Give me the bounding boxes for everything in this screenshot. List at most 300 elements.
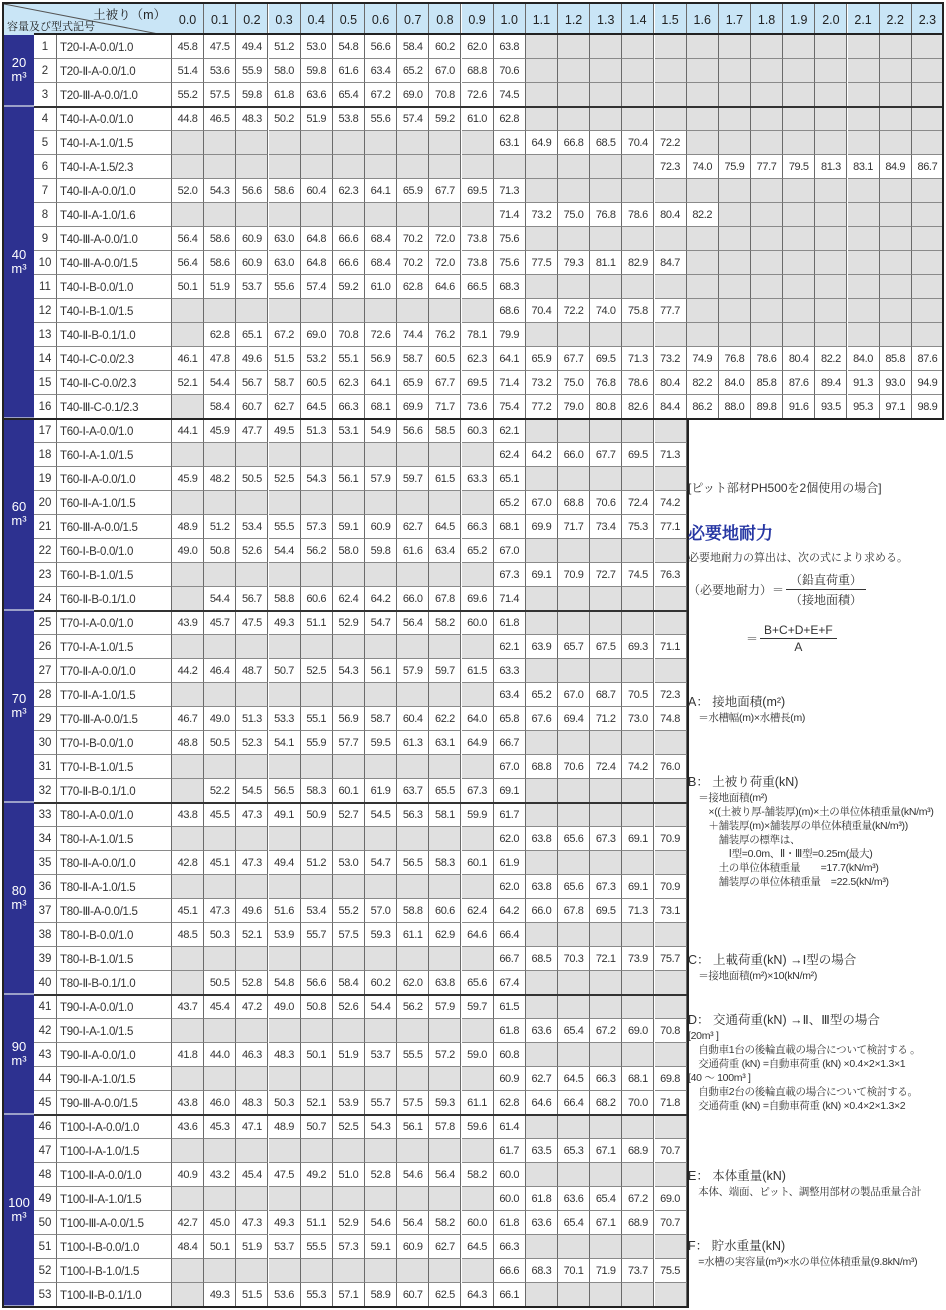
depth-header-cell: 1.7 (719, 2, 751, 35)
empty-cell (333, 635, 365, 659)
empty-cell (655, 587, 687, 611)
value-cell: 68.7 (590, 683, 622, 707)
value-cell: 87.6 (783, 371, 815, 395)
value-cell: 67.4 (494, 971, 526, 995)
empty-cell (333, 947, 365, 971)
empty-cell (429, 155, 461, 179)
value-cell: 75.0 (558, 371, 590, 395)
empty-cell (719, 227, 751, 251)
value-cell: 67.7 (590, 443, 622, 467)
value-cell: 44.0 (204, 1043, 236, 1067)
value-cell: 70.4 (622, 131, 654, 155)
empty-cell (301, 635, 333, 659)
value-cell: 56.3 (397, 803, 429, 827)
value-cell: 52.0 (172, 179, 204, 203)
value-cell: 65.9 (397, 371, 429, 395)
model-code-cell: T100-Ⅰ-A-0.0/1.0 (57, 1115, 172, 1139)
value-cell: 51.6 (269, 899, 301, 923)
value-cell: 70.8 (655, 1019, 687, 1043)
model-code-cell: T20-Ⅰ-A-0.0/1.0 (57, 35, 172, 59)
empty-cell (397, 875, 429, 899)
empty-cell (429, 1067, 461, 1091)
value-cell: 60.0 (462, 1211, 494, 1235)
empty-cell (912, 59, 944, 83)
value-cell: 70.6 (558, 755, 590, 779)
row-number-cell: 5 (34, 131, 57, 155)
empty-cell (558, 1043, 590, 1067)
value-cell: 52.9 (333, 1211, 365, 1235)
empty-cell (365, 1259, 397, 1283)
value-cell: 67.5 (590, 635, 622, 659)
empty-cell (172, 491, 204, 515)
model-code-cell: T80-Ⅰ-B-0.0/1.0 (57, 923, 172, 947)
capacity-unit: m³ (11, 513, 27, 528)
value-cell: 58.4 (204, 395, 236, 419)
empty-cell (365, 755, 397, 779)
model-code-cell: T100-Ⅲ-A-0.0/1.5 (57, 1211, 172, 1235)
empty-cell (783, 83, 815, 107)
empty-cell (365, 155, 397, 179)
empty-cell (172, 1019, 204, 1043)
value-cell: 46.1 (172, 347, 204, 371)
value-cell: 75.7 (655, 947, 687, 971)
value-cell: 66.4 (558, 1091, 590, 1115)
empty-cell (236, 947, 268, 971)
table-row (34, 59, 944, 83)
value-cell: 49.0 (204, 707, 236, 731)
value-cell: 57.5 (397, 1091, 429, 1115)
value-cell: 60.9 (236, 227, 268, 251)
empty-cell (848, 203, 880, 227)
value-cell: 65.4 (590, 1187, 622, 1211)
empty-cell (590, 419, 622, 443)
row-number-cell: 28 (34, 683, 57, 707)
value-cell: 50.5 (204, 971, 236, 995)
row-number-cell: 41 (34, 995, 57, 1019)
value-cell: 53.0 (333, 851, 365, 875)
model-code-cell: T60-Ⅱ-B-0.1/1.0 (57, 587, 172, 611)
value-cell: 55.9 (301, 731, 333, 755)
empty-cell (526, 1115, 558, 1139)
empty-cell (172, 1259, 204, 1283)
value-cell: 59.0 (462, 1043, 494, 1067)
value-cell: 58.3 (429, 851, 461, 875)
empty-cell (590, 851, 622, 875)
value-cell: 76.8 (719, 347, 751, 371)
empty-cell (236, 635, 268, 659)
empty-cell (172, 395, 204, 419)
empty-cell (655, 995, 687, 1019)
value-cell: 94.9 (912, 371, 944, 395)
value-cell: 63.6 (301, 83, 333, 107)
empty-cell (590, 179, 622, 203)
empty-cell (462, 131, 494, 155)
value-cell: 56.9 (333, 707, 365, 731)
value-cell: 54.5 (236, 779, 268, 803)
value-cell: 46.5 (204, 107, 236, 131)
value-cell: 64.1 (365, 179, 397, 203)
value-cell: 59.1 (365, 1235, 397, 1259)
empty-cell (880, 107, 912, 131)
capacity-group-label (2, 1115, 34, 1307)
empty-cell (526, 731, 558, 755)
empty-cell (269, 947, 301, 971)
empty-cell (558, 1235, 590, 1259)
empty-cell (269, 1187, 301, 1211)
value-cell: 72.1 (590, 947, 622, 971)
value-cell: 66.3 (494, 1235, 526, 1259)
value-cell: 72.6 (462, 83, 494, 107)
value-cell: 53.9 (333, 1091, 365, 1115)
empty-cell (880, 275, 912, 299)
empty-cell (462, 875, 494, 899)
row-number-cell: 32 (34, 779, 57, 803)
value-cell: 62.0 (494, 875, 526, 899)
value-cell: 67.2 (622, 1187, 654, 1211)
empty-cell (269, 875, 301, 899)
row-number-cell: 39 (34, 947, 57, 971)
value-cell: 64.2 (526, 443, 558, 467)
capacity-value: 40 (11, 247, 27, 262)
value-cell: 58.6 (204, 227, 236, 251)
row-number-cell: 37 (34, 899, 57, 923)
value-cell: 59.9 (462, 803, 494, 827)
empty-cell (526, 155, 558, 179)
value-cell: 95.3 (848, 395, 880, 419)
table-row (34, 83, 944, 107)
definition-item-line: 自動車1台の後輪直載の場合について検討する 。 (688, 1044, 921, 1056)
depth-header-cell: 1.2 (558, 2, 590, 35)
empty-cell (301, 443, 333, 467)
empty-cell (429, 683, 461, 707)
value-cell: 51.2 (204, 515, 236, 539)
row-number-cell: 45 (34, 1091, 57, 1115)
value-cell: 68.4 (365, 227, 397, 251)
value-cell: 53.9 (269, 923, 301, 947)
row-number-cell: 11 (34, 275, 57, 299)
value-cell: 60.1 (462, 851, 494, 875)
value-cell: 42.7 (172, 1211, 204, 1235)
value-cell: 61.6 (397, 539, 429, 563)
value-cell: 63.6 (526, 1211, 558, 1235)
value-cell: 63.3 (462, 467, 494, 491)
value-cell: 70.0 (622, 1091, 654, 1115)
definition-item-line: 交通荷重 (kN) =自動車荷重 (kN) ×0.4×2×1.3×2 (688, 1100, 906, 1112)
empty-cell (429, 299, 461, 323)
value-cell: 45.5 (204, 803, 236, 827)
value-cell: 58.8 (269, 587, 301, 611)
row-number-cell: 52 (34, 1259, 57, 1283)
value-cell: 60.5 (301, 371, 333, 395)
value-cell: 60.0 (494, 1163, 526, 1187)
empty-cell (462, 203, 494, 227)
empty-cell (526, 659, 558, 683)
row-number-cell: 13 (34, 323, 57, 347)
empty-cell (172, 155, 204, 179)
value-cell: 78.6 (622, 371, 654, 395)
value-cell: 72.3 (655, 683, 687, 707)
value-cell: 72.6 (365, 323, 397, 347)
value-cell: 54.6 (397, 1163, 429, 1187)
empty-cell (719, 275, 751, 299)
empty-cell (751, 275, 783, 299)
value-cell: 62.1 (494, 419, 526, 443)
table-row (34, 1283, 687, 1307)
empty-cell (172, 443, 204, 467)
empty-cell (622, 587, 654, 611)
value-cell: 67.3 (494, 563, 526, 587)
table-row (34, 803, 687, 827)
table-row (34, 1259, 687, 1283)
model-code-cell: T70-Ⅰ-A-0.0/1.0 (57, 611, 172, 635)
value-cell: 81.3 (815, 155, 847, 179)
value-cell: 67.3 (462, 779, 494, 803)
empty-cell (172, 1139, 204, 1163)
value-cell: 69.6 (462, 587, 494, 611)
value-cell: 63.8 (494, 35, 526, 59)
value-cell: 50.3 (204, 923, 236, 947)
value-cell: 45.9 (204, 419, 236, 443)
value-cell: 58.7 (269, 371, 301, 395)
empty-cell (204, 203, 236, 227)
value-cell: 60.4 (301, 179, 333, 203)
value-cell: 70.4 (526, 299, 558, 323)
empty-cell (558, 59, 590, 83)
value-cell: 62.0 (494, 827, 526, 851)
value-cell: 57.3 (301, 515, 333, 539)
empty-cell (172, 755, 204, 779)
empty-cell (815, 107, 847, 131)
value-cell: 65.1 (236, 323, 268, 347)
value-cell: 49.2 (301, 1163, 333, 1187)
empty-cell (558, 587, 590, 611)
empty-cell (558, 1163, 590, 1187)
value-cell: 66.0 (397, 587, 429, 611)
value-cell: 56.4 (172, 227, 204, 251)
value-cell: 70.8 (429, 83, 461, 107)
empty-cell (655, 611, 687, 635)
value-cell: 89.8 (751, 395, 783, 419)
value-cell: 64.9 (526, 131, 558, 155)
value-cell: 82.9 (622, 251, 654, 275)
value-cell: 73.4 (590, 515, 622, 539)
empty-cell (429, 443, 461, 467)
empty-cell (622, 155, 654, 179)
model-code-cell: T80-Ⅰ-A-0.0/1.0 (57, 803, 172, 827)
value-cell: 55.5 (269, 515, 301, 539)
empty-cell (880, 203, 912, 227)
model-code-cell: T90-Ⅰ-A-1.0/1.5 (57, 1019, 172, 1043)
panel-intro: 必要地耐力の算出は、次の式により求める。 (688, 552, 908, 564)
empty-cell (172, 323, 204, 347)
value-cell: 87.6 (912, 347, 944, 371)
value-cell: 50.8 (204, 539, 236, 563)
value-cell: 62.2 (429, 707, 461, 731)
value-cell: 59.2 (429, 107, 461, 131)
empty-cell (526, 803, 558, 827)
value-cell: 67.7 (429, 179, 461, 203)
corner-top-label: 土被り（m） (93, 8, 166, 22)
value-cell: 45.4 (236, 1163, 268, 1187)
value-cell: 46.3 (236, 1043, 268, 1067)
value-cell: 78.1 (462, 323, 494, 347)
definition-item-line: ＝水槽幅(m)×水槽長(m) (688, 712, 806, 724)
value-cell: 62.8 (494, 1091, 526, 1115)
empty-cell (719, 251, 751, 275)
empty-cell (301, 299, 333, 323)
value-cell: 55.9 (236, 59, 268, 83)
value-cell: 61.5 (429, 467, 461, 491)
depth-header-cell: 1.4 (622, 2, 654, 35)
value-cell: 65.6 (462, 971, 494, 995)
value-cell: 84.7 (655, 251, 687, 275)
value-cell: 60.9 (236, 251, 268, 275)
value-cell: 66.7 (494, 731, 526, 755)
value-cell: 54.3 (204, 179, 236, 203)
value-cell: 75.4 (494, 395, 526, 419)
value-cell: 66.8 (558, 131, 590, 155)
definition-item-title: E： 本体重量(kN) (688, 1169, 786, 1183)
empty-cell (558, 659, 590, 683)
empty-cell (719, 107, 751, 131)
empty-cell (236, 299, 268, 323)
depth-header-cell: 2.0 (815, 2, 847, 35)
capacity-value: 80 (11, 883, 27, 898)
value-cell: 68.1 (365, 395, 397, 419)
row-number-cell: 23 (34, 563, 57, 587)
empty-cell (590, 803, 622, 827)
table-row (34, 443, 687, 467)
empty-cell (204, 491, 236, 515)
empty-cell (880, 227, 912, 251)
value-cell: 85.8 (751, 371, 783, 395)
definition-item-line: [40 ～ 100m³ ] (688, 1072, 751, 1084)
empty-cell (751, 299, 783, 323)
table-row (34, 971, 687, 995)
empty-cell (815, 323, 847, 347)
model-code-cell: T40-Ⅰ-A-1.5/2.3 (57, 155, 172, 179)
model-code-cell: T100-Ⅰ-B-1.0/1.5 (57, 1259, 172, 1283)
row-number-cell: 35 (34, 851, 57, 875)
empty-cell (204, 1067, 236, 1091)
empty-cell (655, 467, 687, 491)
empty-cell (462, 491, 494, 515)
value-cell: 67.1 (590, 1211, 622, 1235)
row-number-cell: 42 (34, 1019, 57, 1043)
empty-cell (912, 83, 944, 107)
depth-header-cell: 0.7 (397, 2, 429, 35)
value-cell: 59.8 (365, 539, 397, 563)
value-cell: 56.6 (301, 971, 333, 995)
empty-cell (590, 539, 622, 563)
value-cell: 65.9 (397, 179, 429, 203)
empty-cell (558, 323, 590, 347)
value-cell: 59.5 (365, 731, 397, 755)
value-cell: 62.0 (462, 35, 494, 59)
empty-cell (526, 227, 558, 251)
value-cell: 70.9 (558, 563, 590, 587)
model-code-cell: T70-Ⅱ-A-1.0/1.5 (57, 683, 172, 707)
definition-item-line: ＝接地面積(m²)×10(kN/m²) (688, 970, 818, 982)
empty-cell (204, 635, 236, 659)
row-number-cell: 33 (34, 803, 57, 827)
empty-cell (655, 35, 687, 59)
value-cell: 72.2 (558, 299, 590, 323)
value-cell: 56.2 (397, 995, 429, 1019)
empty-cell (783, 59, 815, 83)
value-cell: 67.2 (590, 1019, 622, 1043)
formula-lhs: （必要地耐力）＝ (688, 583, 785, 597)
empty-cell (655, 1043, 687, 1067)
empty-cell (751, 227, 783, 251)
value-cell: 53.6 (269, 1283, 301, 1307)
empty-cell (429, 1019, 461, 1043)
empty-cell (687, 323, 719, 347)
value-cell: 63.5 (526, 1139, 558, 1163)
empty-cell (622, 1235, 654, 1259)
value-cell: 71.1 (655, 635, 687, 659)
capacity-group-label (2, 803, 34, 995)
model-code-cell: T60-Ⅲ-A-0.0/1.5 (57, 515, 172, 539)
depth-header-cell: 0.2 (236, 2, 268, 35)
empty-cell (751, 323, 783, 347)
empty-cell (333, 491, 365, 515)
value-cell: 63.3 (494, 659, 526, 683)
empty-cell (204, 755, 236, 779)
empty-cell (365, 1139, 397, 1163)
value-cell: 60.5 (429, 347, 461, 371)
table-outline (942, 2, 944, 419)
value-cell: 76.2 (429, 323, 461, 347)
model-code-cell: T90-Ⅱ-A-0.0/1.0 (57, 1043, 172, 1067)
empty-cell (526, 83, 558, 107)
empty-cell (462, 1187, 494, 1211)
value-cell: 53.7 (269, 1235, 301, 1259)
empty-cell (590, 107, 622, 131)
pit-note: [ピット部材PH500を2個使用の場合] (688, 481, 882, 495)
value-cell: 84.4 (655, 395, 687, 419)
value-cell: 56.4 (397, 611, 429, 635)
empty-cell (365, 443, 397, 467)
value-cell: 70.8 (333, 323, 365, 347)
value-cell: 61.0 (462, 107, 494, 131)
value-cell: 54.3 (333, 659, 365, 683)
value-cell: 61.8 (494, 1211, 526, 1235)
value-cell: 50.1 (172, 275, 204, 299)
value-cell: 52.3 (236, 731, 268, 755)
empty-cell (590, 779, 622, 803)
table-row (34, 35, 944, 59)
capacity-value: 60 (11, 499, 27, 514)
empty-cell (526, 275, 558, 299)
empty-cell (719, 59, 751, 83)
value-cell: 69.1 (622, 875, 654, 899)
value-cell: 71.3 (494, 179, 526, 203)
value-cell: 54.3 (365, 1115, 397, 1139)
empty-cell (397, 755, 429, 779)
empty-cell (333, 755, 365, 779)
empty-cell (462, 563, 494, 587)
empty-cell (655, 107, 687, 131)
value-cell: 71.7 (429, 395, 461, 419)
value-cell: 69.1 (622, 827, 654, 851)
empty-cell (397, 635, 429, 659)
table-row (34, 635, 687, 659)
empty-cell (558, 803, 590, 827)
value-cell: 65.4 (558, 1211, 590, 1235)
depth-header-cell: 0.4 (301, 2, 333, 35)
capacity-value: 70 (11, 691, 27, 706)
